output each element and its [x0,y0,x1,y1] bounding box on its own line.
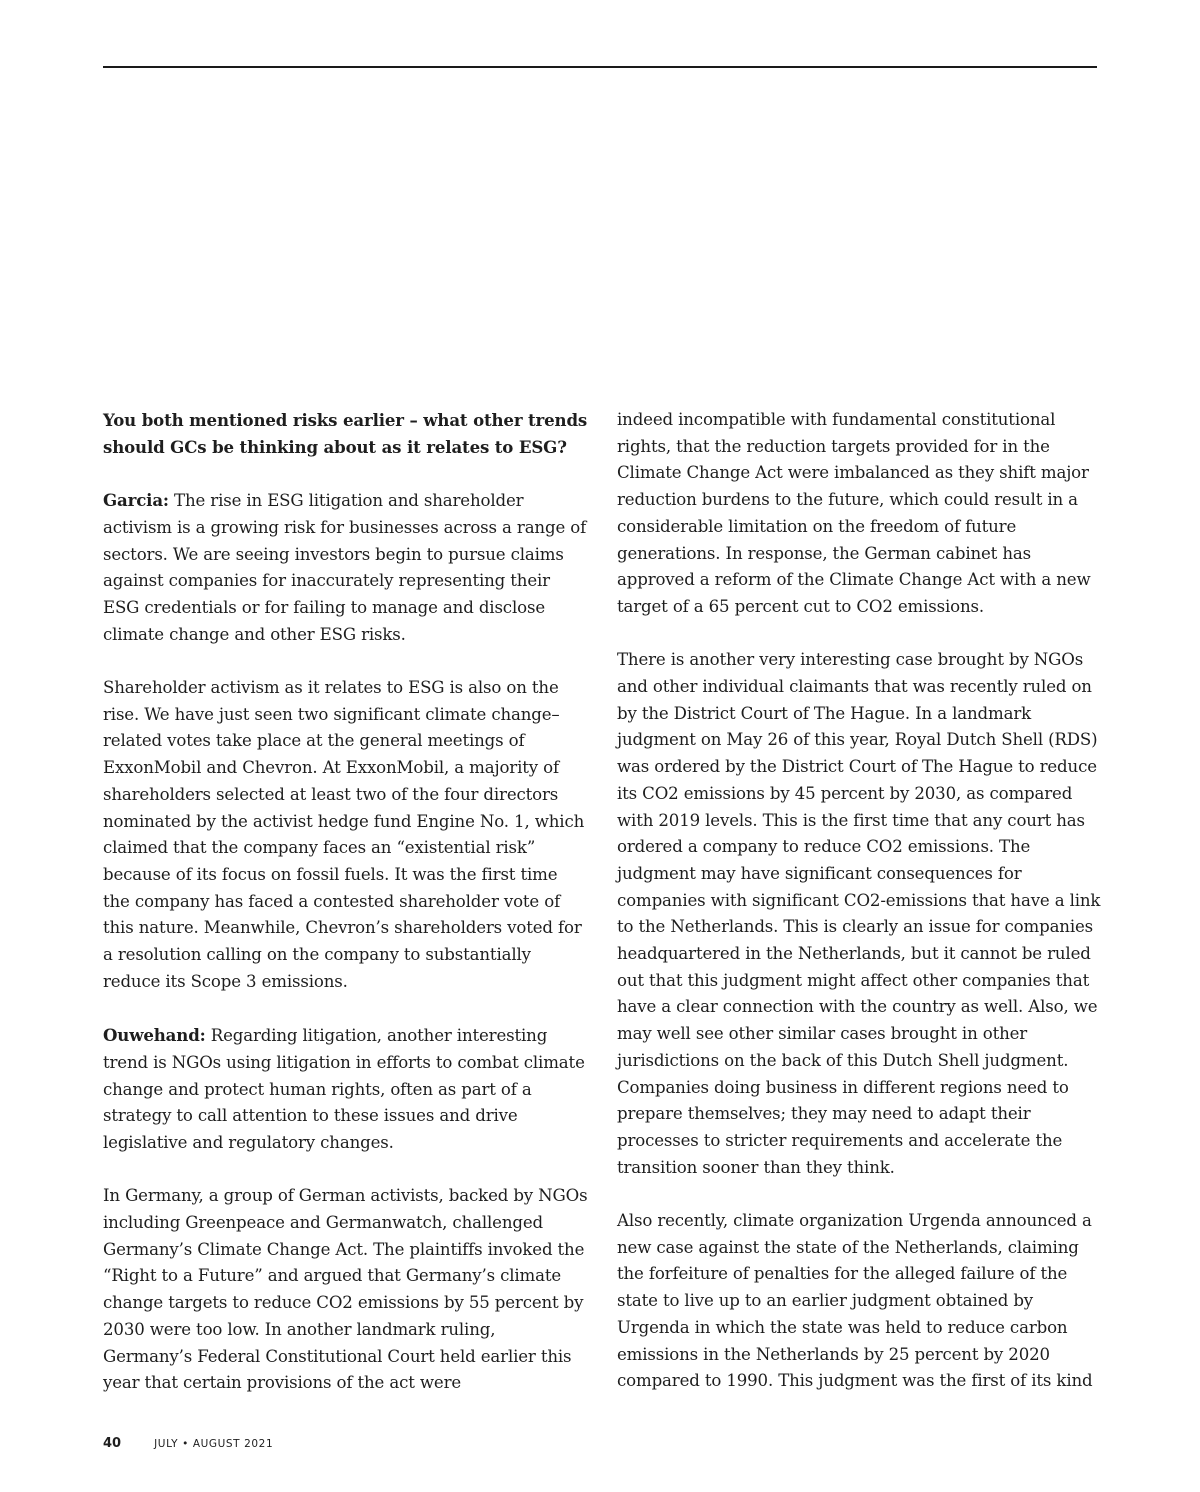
right-column [617,407,1103,1422]
speaker-name: Garcia: [103,490,169,511]
top-rule [103,66,1097,68]
paragraph-ouwehand [103,1022,589,1157]
paragraph-text: The rise in ESG litigation and shareholder activism is a growing risk for businesses across a range of sectors. We are seeing investors begin to pursue claims against companies for inaccurately representing their ESG credentials or for failing to manage and disclose climate change and other ESG risks. [103,491,587,644]
speaker-name: Ouwehand: [103,1025,206,1046]
left-column [103,407,589,1424]
page-footer [103,1436,273,1451]
paragraph-garcia [103,487,589,648]
paragraph-urgenda: Also recently, climate organization Urgenda announced a new case against the state of the Netherlands, claiming the forfeiture of penalties for the alleged failure of the state to live up to an earlier judgment obtained by Urgenda in which the state was held to reduce carbon emissions in the Netherlands by 25 percent by 2020 compared to 1990. This judgment was the first of its kind [617,1211,1093,1391]
paragraph-text: Regarding litigation, another interesting trend is NGOs using litigation in efforts to combat climate change and protect human rights, often as part of a strategy to call attention to these issues and drive legislative and regulatory changes. [103,1026,585,1152]
paragraph-germany: In Germany, a group of German activists, backed by NGOs including Greenpeace and Germanwatch, challenged Germany’s Climate Change Act. The plaintiffs invoked the “Right to a Future” and argued that Germany’s climate change targets to reduce CO2 emissions by 55 percent by 2030 were too low. In another landmark ruling, Germany’s Federal Constitutional Court held earlier this year that certain provisions of the act were [103,1186,588,1393]
page-number: 40 [103,1436,122,1451]
paragraph-shareholder-activism: Shareholder activism as it relates to ESG is also on the rise. We have just seen two significant climate change–related votes take place at the general meetings of ExxonMobil and Chevron. At ExxonMobil, a majority of shareholders selected at least two of the four directors nominated by the activist hedge fund Engine No. 1, which claimed that the company faces an “existential risk” because of its focus on fossil fuels. It was the first time the company has faced a contested shareholder vote of this nature. Meanwhile, Chevron’s shareholders voted for a resolution calling on the company to substantially reduce its Scope 3 emissions. [103,678,585,991]
interview-question: You both mentioned risks earlier – what other trends should GCs be thinking about as it relates to ESG? [103,410,588,457]
issue-date: JULY • AUGUST 2021 [154,1438,274,1450]
paragraph-shell-case: There is another very interesting case brought by NGOs and other individual claimants that was recently ruled on by the District Court of The Hague. In a landmark judgment on May 26 of this year, Royal Dutch Shell (RDS) was ordered by the District Court of The Hague to reduce its CO2 emissions by 45 percent by 2030, as compared with 2019 levels. This is the first time that any court has ordered a company to reduce CO2 emissions. The judgment may have significant consequences for companies with significant CO2-emissions that have a link to the Netherlands. This is clearly an issue for companies headquartered in the Netherlands, but it cannot be ruled out that this judgment might affect other companies that have a clear connection with the country as well. Also, we may well see other similar cases brought in other jurisdictions on the back of this Dutch Shell judgment. Companies doing business in different regions need to prepare themselves; they may need to adapt their processes to stricter requirements and accelerate the transition sooner than they think. [617,650,1101,1177]
paragraph-constitutional-rights: indeed incompatible with fundamental constitutional rights, that the reduction targets provided for in the Climate Change Act were imbalanced as they shift major reduction burdens to the future, which could result in a considerable limitation on the freedom of future generations. In response, the German cabinet has approved a reform of the Climate Change Act with a new target of a 65 percent cut to CO2 emissions. [617,410,1091,616]
